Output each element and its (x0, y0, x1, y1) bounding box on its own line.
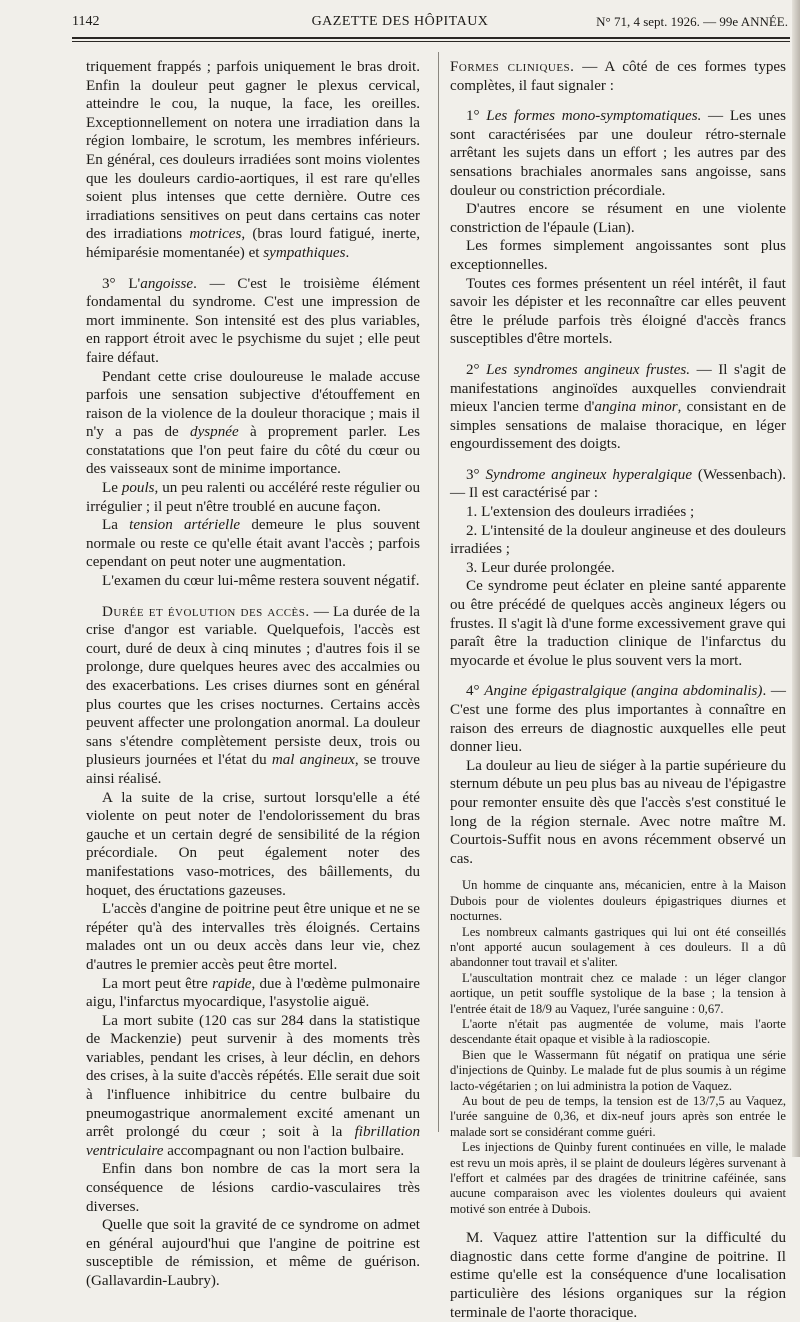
paragraph: M. Vaquez attire l'attention sur la difficulté du diagnostic dans cette forme d'angine de poitrine. Il estime qu'elle est la conséquence d'une localisation particulière des lésions organiques sur la région terminale de l'aorte thoracique. (450, 1230, 786, 1321)
section-heading: Formes cliniques. (450, 59, 575, 75)
paragraph: 4° Angine épigastralgique (angina abdominalis). — C'est une forme des plus importantes à connaître en raison des erreurs de diagnostic auxquelles elle peut donner lieu. (450, 683, 786, 756)
list-item: 2. L'intensité de la douleur angineuse et des douleurs irradiées ; (450, 522, 786, 558)
column-divider (438, 52, 439, 1132)
list-item: 3. Leur durée prolongée. (466, 559, 615, 576)
paragraph: A la suite de la crise, surtout lorsqu'elle a été violente on peut noter de l'endolorissement du bras gauche et un certain degré de sensibilité de la région précordiale. On peut également noter des manifestations vaso-motrices, des bâillements, du hoquet, des éructations gazeuses. (86, 789, 420, 899)
paragraph: 2° Les syndromes angineux frustes. — Il s'agit de manifestations anginoïdes auxquelles conviendrait mieux l'ancien terme d'angina minor, consistant en de simples sensations de malaise thoracique, en léger engourdissement des doigts. (450, 361, 787, 453)
case-paragraph: Un homme de cinquante ans, mécanicien, entre à la Maison Dubois pour de violentes douleurs épigastriques diurnes et nocturnes. (450, 878, 786, 924)
paragraph: La douleur au lieu de siéger à la partie supérieure du sternum débute un peu plus bas au niveau de l'épigastre pour remonter ensuite dès que l'accès s'est constitué le long de la région sternale. Avec notre maître M. Courtois-Suffit nous en avons récemment observé un cas. (450, 757, 786, 867)
paragraph: L'accès d'angine de poitrine peut être unique et ne se répéter qu'à des intervalles très éloignés. Certains malades ont un ou deux accès dans leur vie, chez d'autres le premier accès peut être mortel. (86, 901, 420, 973)
section-heading: Durée et évolution des accès. (102, 603, 310, 620)
case-paragraph: Les nombreux calmants gastriques qui lui ont été conseillés n'ont apporté aucun soulagement à ces douleurs. Il a dû abandonner tout travail et s'aliter. (450, 924, 786, 970)
paragraph: L'examen du cœur lui-même restera souvent négatif. (102, 573, 420, 590)
page-header (0, 14, 800, 44)
paragraph: Enfin dans bon nombre de cas la mort sera la conséquence de lésions cardio-vasculaires très diverses. (86, 1161, 420, 1215)
section-paragraph: Durée et évolution des accès. — La durée de la crise d'angor est variable. Quelquefois, l'accès est court, duré de deux à cinq minutes ; d'autres fois il se prolonge, dure quelques heures avec des accalmies ou des exacerbations. Les crises diurnes sont en général plus courtes que les crises nocturnes. Certains accès peuvent affecter une prolongation anormal. La douleur sans s'étendre complètement persiste deux, trois ou plusieurs journées et l'état du mal angineux, se trouve ainsi réalisé. (86, 603, 421, 787)
right-column (450, 58, 786, 1322)
case-paragraph: Les injections de Quinby furent continuées en ville, le malade est revu un mois après, il se plaint de douleurs légères survenant à l'effort et calmées par des dragées de trinitrine caféinée, sans aucune comparaison avec les violentes douleurs qui avaient motivé son entrée à Dubois. (450, 1140, 786, 1216)
case-report (450, 878, 786, 1217)
case-paragraph: Bien que le Wassermann fût négatif on pratiqua une série d'injections de Quinby. Le malade fut de plus soumis à un régime lacto-végétarien ; on lui administra la potion de Vaquez. (450, 1047, 786, 1093)
paragraph: Pendant cette crise douloureuse le malade accuse parfois une sensation subjective d'étouffement en raison de la violence de la douleur thoracique ; mais il n'y a pas de dyspnée à proprement parler. Les constatations que l'on peut faire du côté du cœur ou des vaisseaux sont de minime importance. (86, 368, 420, 478)
paragraph: 3° L'angoisse. — C'est le troisième élément fondamental du syndrome. C'est une impression de mort imminente. Son intensité est des plus variables, en rapport étroit avec le psychisme du sujet ; elle peut faire défaut. (86, 275, 421, 366)
paragraph: Le pouls, un peu ralenti ou accéléré reste régulier ou irrégulier ; il peut n'être troublé en aucune façon. (86, 480, 420, 515)
paragraph: La mort subite (120 cas sur 284 dans la statistique de Mackenzie) peut survenir à des moments très variables, pendant les crises, à leur déclin, en dehors des crises, à la suite d'accès répétés. Elle serait due soit à l'influence inhibitrice du centre bulbaire du pneumogastrique anormalement excité amenant un arrêt prolongé du cœur ; soit à la fibrillation ventriculaire accompagnant ou non l'action bulbaire. (86, 1012, 420, 1159)
paragraph: triquement frappés ; parfois uniquement le bras droit. Enfin la douleur peut gagner le plexus cervical, atteindre le cou, la nuque, la face, les oreilles. Exceptionnellement on notera une irradiation dans la région lombaire, le scrotum, les membres inférieurs. En général, ces douleurs irradiées sont moins violentes que les douleurs cardio-aortiques, il est rare qu'elles soient plus intenses que cette dernière. Outre ces irradiations sensitives on peut dans certains cas noter des irradiations motrices, (bras lourd fatigué, inerte, hémiparésie momentanée) et sympathiques. (86, 59, 421, 261)
paragraph: Quelle que soit la gravité de ce syndrome on admet en général aujourd'hui que l'angine de poitrine est susceptible de rémission, et même de guérison. (Gallavardin-Laubry). (86, 1217, 420, 1289)
case-paragraph: L'auscultation montrait chez ce malade : un léger clangor aortique, un petit souffle systolique de la base ; la tension à l'entrée était de 18/9 au Vaquez, l'urée sanguine : 0,67. (450, 970, 786, 1016)
paragraph: Les formes simplement angoissantes sont plus exceptionnelles. (450, 238, 786, 273)
paragraph: 3° Syndrome angineux hyperalgique (Wessenbach). — Il est caractérisé par : (450, 466, 786, 502)
journal-title: GAZETTE DES HÔPITAUX (311, 14, 489, 29)
page-number: 1142 (72, 14, 100, 29)
paragraph: 1° Les formes mono-symptomatiques. — Les unes sont caractérisées par une douleur rétro-sternale arrêtant les sujets dans un effort ; les autres par des sensations brachiales anormales sans angoisse, sans douleur ou constriction précordiale. (450, 108, 786, 199)
case-paragraph: L'aorte n'était pas augmentée de volume, mais l'aorte descendante était opaque et visible à la radioscopie. (450, 1017, 786, 1047)
case-paragraph: Au bout de peu de temps, la tension est de 13/7,5 au Vaquez, l'urée sanguine de 0,36, et dix-neuf jours après son entrée le malade sort se considérant comme guéri. (450, 1094, 786, 1139)
paragraph: La tension artérielle demeure le plus souvent normale ou reste ce qu'elle était avant l'accès ; parfois cependant on peut noter une augmentation. (86, 517, 420, 571)
paragraph: Toutes ces formes présentent un réel intérêt, il faut savoir les dépister et les reconnaître car elles peuvent être le prélude parfois très éloigné d'accès francs susceptibles d'être mortels. (450, 275, 786, 348)
paragraph: Ce syndrome peut éclater en pleine santé apparente ou être précédé de quelques accès angineux légers ou frustes. Il s'agit là d'une forme excessivement grave qui paraît être la traduction clinique de l'infarctus du myocarde et évolue le plus souvent vers la mort. (450, 578, 786, 669)
section-paragraph: Formes cliniques. — A côté de ces formes types complètes, il faut signaler : (450, 59, 786, 94)
issue-info: N° 71, 4 sept. 1926. — 99e ANNÉE. (596, 14, 788, 29)
header-rule-thin (72, 41, 790, 42)
list-item: 1. L'extension des douleurs irradiées ; (466, 504, 695, 521)
left-column (86, 58, 420, 1291)
page-edge (792, 0, 800, 1157)
header-rule (72, 37, 790, 39)
paragraph: La mort peut être rapide, due à l'œdème pulmonaire aigu, l'infarctus myocardique, l'asystolie aiguë. (86, 975, 420, 1011)
paragraph: D'autres encore se résument en une violente constriction de l'épaule (Lian). (450, 201, 786, 236)
